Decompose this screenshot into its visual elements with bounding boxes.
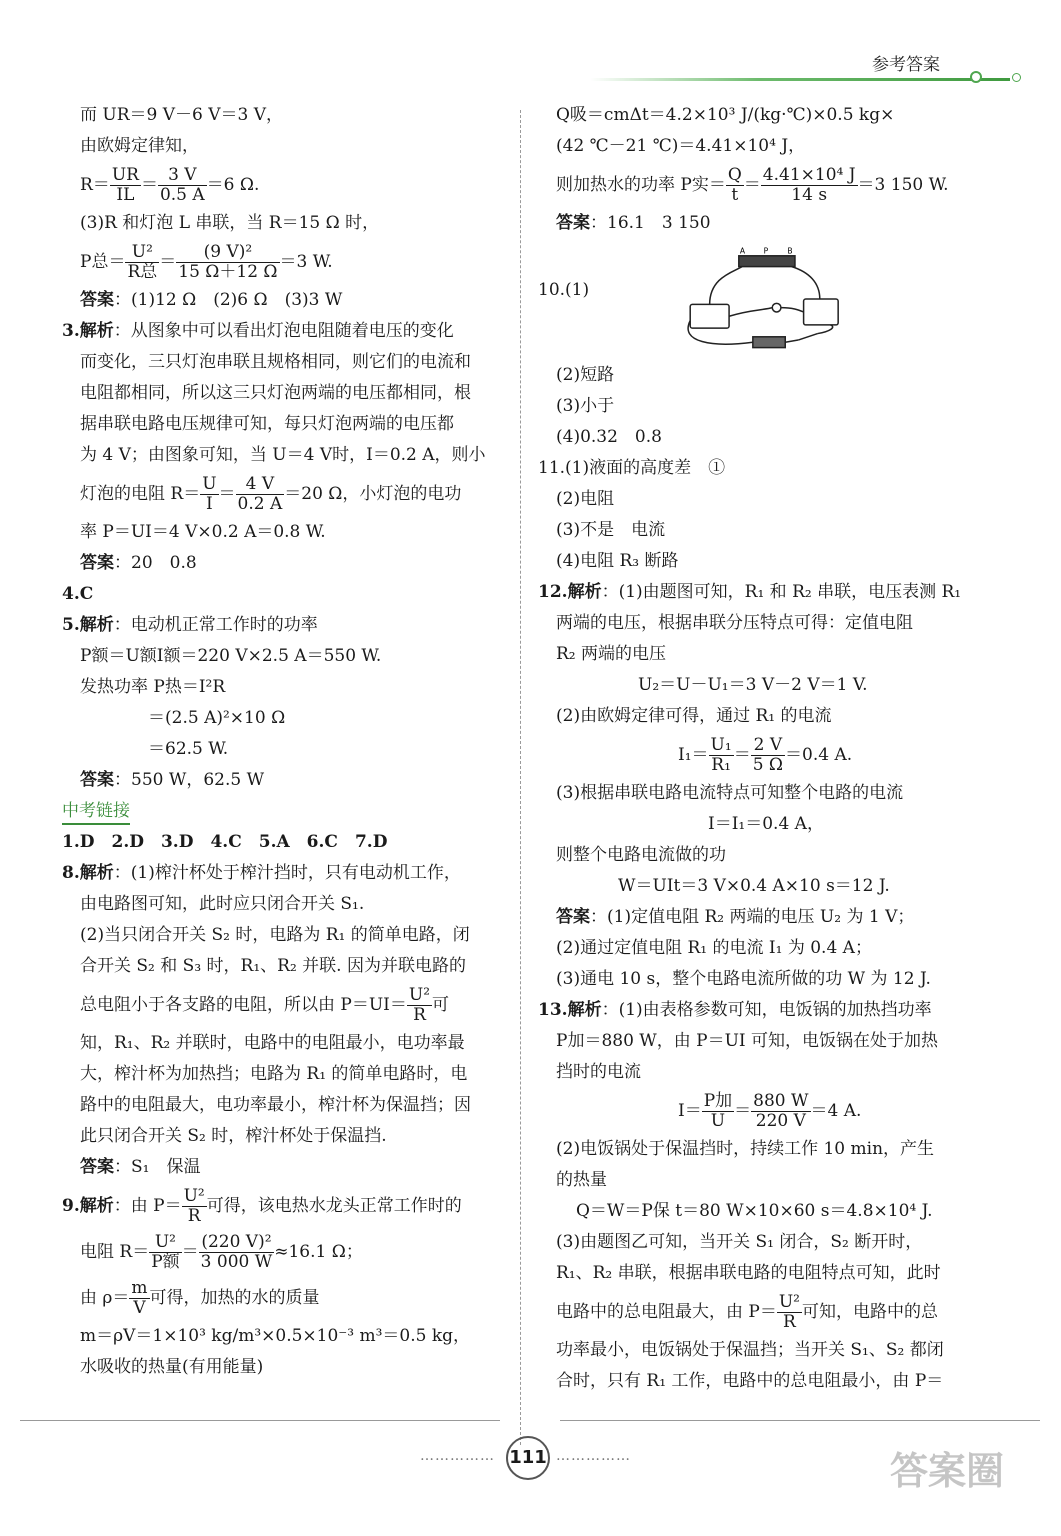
header-rule	[590, 78, 1010, 81]
answer-text: ：550 W，62.5 W	[114, 770, 265, 790]
text: ＝0.4 A.	[785, 745, 853, 765]
formula-line	[62, 982, 507, 1028]
numerator: Q	[727, 165, 742, 185]
text-line: Q吸＝cmΔt＝4.2×10³ J/(kg·℃)×0.5 kg×	[556, 105, 895, 125]
text-line: 而 UR＝9 V－6 V＝3 V，	[80, 105, 284, 125]
fraction	[236, 475, 285, 514]
text: I₁＝	[678, 745, 709, 765]
question-line	[62, 858, 507, 889]
text-line: 由欧姆定律知，	[80, 136, 199, 156]
formula-line	[538, 1088, 988, 1134]
text-line: (2)通过定值电阻 R₁ 的电流 I₁ 为 0.4 A；	[556, 938, 872, 958]
numerator: 880 W	[753, 1091, 809, 1111]
ammeter-icon	[690, 304, 729, 328]
switch-icon	[798, 334, 817, 340]
wire	[791, 267, 819, 299]
text-line: (3)根据串联电路电流特点可知整个电路的电流	[556, 783, 904, 803]
text-line: 合时，只有 R₁ 工作，电路中的总电阻最小，由 P＝	[556, 1371, 944, 1391]
text: ＝	[140, 175, 158, 195]
text: ：(1)榨汁杯处于榨汁挡时，只有电动机工作，	[113, 863, 461, 883]
text-line: (42 ℃－21 ℃)＝4.41×10⁴ J，	[556, 136, 806, 156]
text-line: (3)R 和灯泡 L 串联，当 R＝15 Ω 时，	[80, 213, 380, 233]
text-line: (3)小于	[556, 396, 615, 416]
denominator: 0.2 A	[237, 494, 283, 514]
header-small-circle-icon	[1012, 73, 1021, 82]
denominator: R	[783, 1312, 796, 1332]
answer-line	[538, 208, 988, 239]
fraction	[182, 1187, 207, 1226]
text: 总电阻小于各支路的电阻，所以由 P＝UI＝	[80, 995, 407, 1015]
denominator: R₁	[711, 755, 731, 775]
page-number: 111	[506, 1436, 550, 1480]
text-line: (2)电饭锅处于保温挡时，持续工作 10 min，产生	[556, 1139, 935, 1159]
answer-label: 答案	[80, 290, 114, 310]
answer-label: 答案	[556, 907, 590, 927]
text-line: (4)电阻 R₃ 断路	[556, 551, 679, 571]
formula-line	[538, 162, 988, 208]
numerator: U	[202, 474, 217, 494]
text: ＝3 150 W.	[857, 175, 949, 195]
denominator: I	[206, 494, 213, 514]
question-line: 11.(1)液面的高度差 ①	[538, 458, 726, 478]
denominator: U	[710, 1111, 726, 1131]
terminal-label: A	[739, 246, 745, 256]
numerator: (220 V)²	[199, 1233, 275, 1253]
answer-line	[62, 548, 507, 579]
text: 可知，电路中的总	[802, 1302, 938, 1322]
denominator: 14 s	[791, 185, 828, 205]
text: ：由 P＝	[113, 1196, 182, 1216]
text: ＝4 A.	[810, 1101, 862, 1121]
numerator: UR	[111, 165, 139, 185]
question-number: 10.(1)	[538, 280, 590, 300]
numerator: U²	[778, 1292, 800, 1312]
text-line: (3)由题图乙可知，当开关 S₁ 闭合，S₂ 断开时，	[556, 1232, 923, 1252]
text: ≈16.1 Ω；	[274, 1242, 363, 1262]
numerator: U²	[149, 1233, 181, 1253]
text-line: R₁、R₂ 串联，根据串联电路的电阻特点可知，此时	[556, 1263, 941, 1283]
answer-line	[62, 1152, 507, 1183]
answer-text: ：(1)定值电阻 R₂ 两端的电压 U₂ 为 1 V；	[590, 907, 915, 927]
text-line: 的热量	[556, 1170, 607, 1190]
text-line: I＝I₁＝0.4 A，	[708, 814, 824, 834]
text: I＝	[678, 1101, 702, 1121]
fraction	[110, 166, 141, 205]
text: ＝	[159, 252, 177, 272]
analysis-label: 13.解析	[538, 1000, 602, 1020]
fraction	[777, 1293, 802, 1332]
text: 则加热水的功率 P实＝	[556, 175, 726, 195]
answer-line	[538, 902, 988, 933]
denominator: t	[731, 185, 739, 205]
text: ＝3 W.	[279, 252, 333, 272]
text: ＝	[733, 745, 751, 765]
analysis-label: 3.解析	[62, 321, 114, 341]
text: 灯泡的电阻 R＝	[80, 484, 201, 504]
text-line: 为 4 V；由图象可知，当 U＝4 V时，I＝0.2 A，则小	[80, 445, 486, 465]
denominator: 220 V	[755, 1111, 806, 1131]
answer-text: ：16.1 3 150	[590, 213, 711, 233]
answer-label: 答案	[80, 1157, 114, 1177]
text-line: 率 P＝UI＝4 V×0.2 A＝0.8 W.	[80, 522, 326, 542]
formula-line	[62, 1229, 507, 1275]
formula-line	[62, 1275, 507, 1321]
text: 可得，该电热水龙头正常工作时的	[206, 1196, 462, 1216]
text-line: 发热功率 P热＝I²R	[80, 677, 226, 697]
question-line	[62, 1183, 507, 1229]
right-column	[538, 100, 988, 1397]
text-line: Q＝W＝P保 t＝80 W×10×60 s＝4.8×10⁴ J.	[576, 1201, 933, 1221]
numerator: 4.41×10⁴ J	[762, 165, 856, 185]
text-line: m＝ρV＝1×10³ kg/m³×0.5×10⁻³ m³＝0.5 kg，	[80, 1326, 471, 1346]
numerator: 4 V	[236, 475, 285, 495]
numerator: (9 V)²	[176, 243, 279, 263]
denominator: V	[133, 1298, 146, 1318]
text-line: U₂＝U－U₁＝3 V－2 V＝1 V.	[638, 675, 868, 695]
text: 可得，加热的水的质量	[149, 1288, 320, 1308]
formula-line	[62, 162, 507, 208]
analysis-label: 8.解析	[62, 863, 114, 883]
text-line: P额＝U额I额＝220 V×2.5 A＝550 W.	[80, 646, 382, 666]
wire	[780, 308, 803, 312]
analysis-label: 5.解析	[62, 615, 114, 635]
fraction	[176, 243, 279, 282]
text-line: R₂ 两端的电压	[556, 644, 667, 664]
analysis-label: 12.解析	[538, 582, 602, 602]
fraction	[158, 166, 207, 205]
voltmeter-icon	[803, 299, 838, 325]
fraction	[709, 736, 734, 775]
text-line: (2)由欧姆定律可得，通过 R₁ 的电流	[556, 706, 832, 726]
numerator: U²	[408, 985, 431, 1005]
answer-line	[62, 765, 507, 796]
footer-rule	[20, 1420, 500, 1421]
answer-text: ：S₁ 保温	[114, 1157, 201, 1177]
text-line: 两端的电压，根据串联分压特点可得：定值电阻	[556, 613, 913, 633]
numerator: P加	[703, 1091, 733, 1111]
denominator: 15 Ω＋12 Ω	[178, 262, 278, 282]
terminal-label: B	[786, 246, 793, 256]
formula-line	[538, 732, 988, 778]
wire	[729, 308, 772, 317]
fraction	[407, 986, 432, 1025]
numerator: U²	[125, 243, 159, 263]
circuit-diagram	[595, 245, 915, 353]
text: ：(1)由题图可知，R₁ 和 R₂ 串联，电压表测 R₁	[601, 582, 962, 602]
text: ＝	[743, 175, 761, 195]
text: ＝	[218, 484, 236, 504]
question-line: 4.C	[62, 584, 94, 604]
fraction	[761, 166, 858, 205]
denominator: R	[413, 1005, 426, 1025]
left-column	[62, 100, 507, 1383]
formula-line	[62, 239, 507, 285]
text-line: (2)当只闭合开关 S₂ 时，电路为 R₁ 的简单电路，闭	[80, 925, 470, 945]
text: P总＝	[80, 252, 126, 272]
header-circle-icon	[970, 71, 982, 83]
page-header	[0, 0, 1061, 90]
answer-label: 答案	[556, 213, 590, 233]
answer-text: ：20 0.8	[114, 553, 197, 573]
question-line	[62, 610, 507, 641]
text-line: (3)通电 10 s，整个电路电流所做的功 W 为 12 J.	[556, 969, 931, 989]
question-line	[538, 239, 988, 360]
text-line: (3)不是 电流	[556, 520, 666, 540]
denominator: IL	[116, 185, 135, 205]
fraction	[129, 1279, 149, 1318]
fraction	[751, 1092, 810, 1131]
footer-dots: ……………	[556, 1448, 631, 1464]
text-line: 挡时的电流	[556, 1062, 641, 1082]
text-line: 电阻都相同，所以这三只灯泡两端的电压都相同，根	[80, 383, 471, 403]
text: ：从图象中可以看出灯泡电阻随着电压的变化	[113, 321, 454, 341]
wire	[709, 267, 741, 305]
fraction	[125, 243, 159, 282]
battery-icon	[752, 337, 784, 348]
section-heading	[62, 796, 507, 827]
fraction	[149, 1233, 181, 1272]
question-line	[538, 995, 988, 1026]
question-line	[62, 316, 507, 347]
text-line: 则整个电路电流做的功	[556, 845, 726, 865]
denominator: R	[187, 1206, 201, 1226]
text-line: P加＝880 W，由 P＝UI 可知，电饭锅在处于加热	[556, 1031, 939, 1051]
text: ：(1)由表格参数可知，电饭锅的加热挡功率	[601, 1000, 932, 1020]
text-line: 功率最小，电饭锅处于保温挡；当开关 S₁、S₂ 都闭	[556, 1340, 944, 1360]
text-line: 由电路图可知，此时应只闭合开关 S₁.	[80, 894, 365, 914]
wire	[817, 325, 832, 334]
numerator: U₁	[710, 735, 732, 755]
text-line: W＝UIt＝3 V×0.4 A×10 s＝12 J.	[618, 876, 890, 896]
text: 由 ρ＝	[80, 1288, 130, 1308]
multiple-choice-answers: 1.D 2.D 3.D 4.C 5.A 6.C 7.D	[62, 832, 388, 852]
answer-text: ：(1)12 Ω (2)6 Ω (3)3 W	[114, 290, 343, 310]
formula-line	[62, 471, 507, 517]
numerator: 3 V	[158, 166, 207, 186]
text-line: 合开关 S₂ 和 S₃ 时，R₁、R₂ 并联. 因为并联电路的	[80, 956, 466, 976]
text-line: ＝(2.5 A)²×10 Ω	[148, 708, 286, 728]
rheostat	[738, 256, 794, 267]
text: 电阻 R＝	[80, 1242, 150, 1262]
text: ＝	[181, 1242, 199, 1262]
text-line: 水吸收的热量(有用能量)	[80, 1357, 264, 1377]
denominator: 5 Ω	[752, 755, 784, 775]
answer-label: 答案	[80, 553, 114, 573]
numerator: 2 V	[751, 736, 785, 756]
watermark: 答案圈	[890, 1449, 1005, 1493]
fraction	[702, 1092, 734, 1131]
text-line: 据串联电路电压规律可知，每只灯泡两端的电压都	[80, 414, 454, 434]
lamp-icon	[772, 303, 781, 312]
text: ＝	[734, 1101, 752, 1121]
text-line: 而变化，三只灯泡串联且规格相同，则它们的电流和	[80, 352, 471, 372]
text: ＝20 Ω，小灯泡的电功	[284, 484, 462, 504]
footer-rule	[560, 1420, 1040, 1421]
section-title: 中考链接	[62, 799, 130, 825]
denominator: 3 000 W	[200, 1252, 273, 1272]
question-line	[538, 577, 988, 608]
analysis-label: 9.解析	[62, 1196, 114, 1216]
footer-dots: ……………	[420, 1448, 495, 1464]
fraction	[751, 736, 785, 775]
header-title: 参考答案	[872, 55, 940, 75]
text-line: (2)电阻	[556, 489, 615, 509]
denominator: P额	[151, 1252, 180, 1272]
text: ＝6 Ω.	[206, 175, 260, 195]
denominator: R总	[127, 262, 158, 282]
answer-label: 答案	[80, 770, 114, 790]
wire	[785, 340, 798, 342]
text-line: ＝62.5 W.	[148, 739, 229, 759]
numerator: m	[131, 1278, 148, 1298]
text-line: 此只闭合开关 S₂ 时，榨汁杯处于保温挡.	[80, 1126, 387, 1146]
text-line: (2)短路	[556, 365, 615, 385]
fraction	[199, 1233, 275, 1272]
text-line: 大，榨汁杯为加热挡；电路为 R₁ 的简单电路时，电	[80, 1064, 468, 1084]
formula-line	[538, 1289, 988, 1335]
text: ：电动机正常工作时的功率	[113, 615, 318, 635]
numerator: U²	[183, 1186, 205, 1206]
text-line: 知，R₁、R₂ 并联时，电路中的电阻最小，电功率最	[80, 1033, 465, 1053]
answer-line	[62, 285, 507, 316]
text-line: 路中的电阻最大，电功率最小，榨汁杯为保温挡；因	[80, 1095, 471, 1115]
denominator: 0.5 A	[159, 185, 205, 205]
column-divider	[520, 110, 521, 1445]
text: R＝	[80, 175, 110, 195]
text: 可	[432, 995, 450, 1015]
fraction	[726, 166, 744, 205]
terminal-label: P	[763, 246, 768, 256]
text: 电路中的总电阻最大，由 P＝	[556, 1302, 777, 1322]
fraction	[200, 475, 218, 514]
text-line: (4)0.32 0.8	[556, 427, 662, 447]
